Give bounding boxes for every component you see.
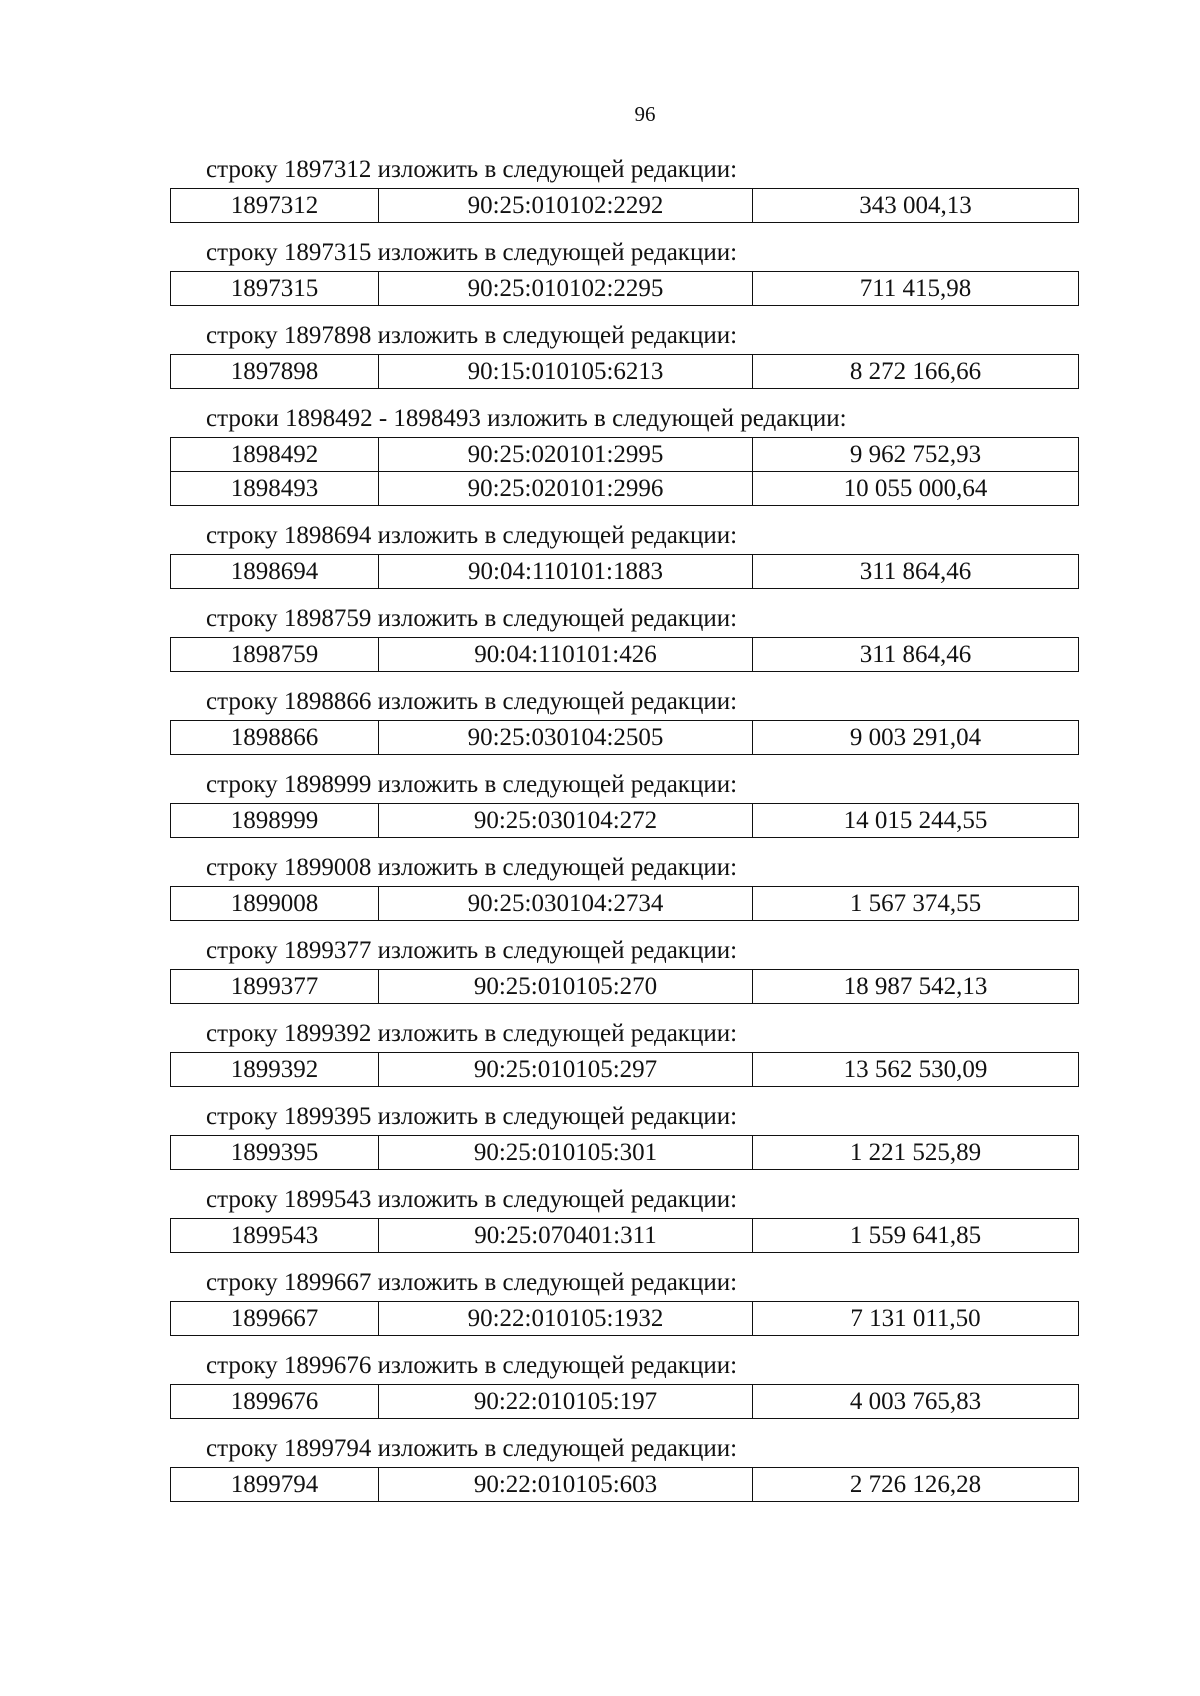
amendment-instruction: строки 1898492 - 1898493 изложить в следующей редакции: xyxy=(206,405,847,432)
cadastral-number-cell: 90:22:010105:197 xyxy=(379,1385,753,1419)
amendment-section xyxy=(170,767,1078,838)
amendment-table xyxy=(170,437,1079,506)
amendment-instruction: строку 1899008 изложить в следующей редакции: xyxy=(206,854,738,881)
cadastral-number-cell: 90:25:030104:2734 xyxy=(379,887,753,921)
value-cell: 711 415,98 xyxy=(753,272,1079,306)
row-number-cell: 1898759 xyxy=(171,638,379,672)
amendment-table xyxy=(170,271,1079,306)
table-row xyxy=(171,1136,1079,1170)
cadastral-number-cell: 90:15:010105:6213 xyxy=(379,355,753,389)
table-row xyxy=(171,1053,1079,1087)
value-cell: 2 726 126,28 xyxy=(753,1468,1079,1502)
row-number-cell: 1899392 xyxy=(171,1053,379,1087)
value-cell: 311 864,46 xyxy=(753,638,1079,672)
value-cell: 9 962 752,93 xyxy=(753,438,1079,472)
amendment-section xyxy=(170,401,1078,506)
table-row xyxy=(171,272,1079,306)
amendment-instruction: строку 1899377 изложить в следующей редакции: xyxy=(206,937,738,964)
table-row xyxy=(171,887,1079,921)
row-number-cell: 1899794 xyxy=(171,1468,379,1502)
cadastral-number-cell: 90:22:010105:603 xyxy=(379,1468,753,1502)
row-number-cell: 1899676 xyxy=(171,1385,379,1419)
value-cell: 7 131 011,50 xyxy=(753,1302,1079,1336)
amendment-table xyxy=(170,803,1079,838)
table-row xyxy=(171,472,1079,506)
amendment-instruction: строку 1897312 изложить в следующей редакции: xyxy=(206,156,738,183)
value-cell: 4 003 765,83 xyxy=(753,1385,1079,1419)
amendment-table xyxy=(170,1467,1079,1502)
row-number-cell: 1898492 xyxy=(171,438,379,472)
table-row xyxy=(171,638,1079,672)
row-number-cell: 1899395 xyxy=(171,1136,379,1170)
amendment-table xyxy=(170,1301,1079,1336)
amendment-section xyxy=(170,1431,1078,1502)
amendment-section xyxy=(170,235,1078,306)
cadastral-number-cell: 90:25:030104:2505 xyxy=(379,721,753,755)
row-number-cell: 1897315 xyxy=(171,272,379,306)
table-row xyxy=(171,1302,1079,1336)
amendment-section xyxy=(170,1016,1078,1087)
value-cell: 343 004,13 xyxy=(753,189,1079,223)
cadastral-number-cell: 90:25:010105:270 xyxy=(379,970,753,1004)
table-row xyxy=(171,970,1079,1004)
table-row xyxy=(171,1219,1079,1253)
amendment-section xyxy=(170,318,1078,389)
amendment-section xyxy=(170,1182,1078,1253)
amendment-table xyxy=(170,1052,1079,1087)
cadastral-number-cell: 90:25:010102:2295 xyxy=(379,272,753,306)
amendment-instruction: строку 1899676 изложить в следующей редакции: xyxy=(206,1352,738,1379)
amendment-table xyxy=(170,354,1079,389)
amendment-table xyxy=(170,1384,1079,1419)
value-cell: 1 559 641,85 xyxy=(753,1219,1079,1253)
table-row xyxy=(171,721,1079,755)
value-cell: 10 055 000,64 xyxy=(753,472,1079,506)
cadastral-number-cell: 90:04:110101:426 xyxy=(379,638,753,672)
document-body xyxy=(170,152,1078,1514)
amendment-table xyxy=(170,886,1079,921)
row-number-cell: 1897898 xyxy=(171,355,379,389)
cadastral-number-cell: 90:25:030104:272 xyxy=(379,804,753,838)
row-number-cell: 1898866 xyxy=(171,721,379,755)
cadastral-number-cell: 90:25:010105:297 xyxy=(379,1053,753,1087)
amendment-instruction: строку 1899395 изложить в следующей редакции: xyxy=(206,1103,738,1130)
amendment-instruction: строку 1898759 изложить в следующей редакции: xyxy=(206,605,738,632)
cadastral-number-cell: 90:25:010102:2292 xyxy=(379,189,753,223)
amendment-table xyxy=(170,1218,1079,1253)
row-number-cell: 1898694 xyxy=(171,555,379,589)
row-number-cell: 1899667 xyxy=(171,1302,379,1336)
amendment-instruction: строку 1898866 изложить в следующей редакции: xyxy=(206,688,738,715)
amendment-instruction: строку 1897315 изложить в следующей редакции: xyxy=(206,239,738,266)
cadastral-number-cell: 90:22:010105:1932 xyxy=(379,1302,753,1336)
amendment-table xyxy=(170,188,1079,223)
amendment-instruction: строку 1898694 изложить в следующей редакции: xyxy=(206,522,738,549)
table-row xyxy=(171,1385,1079,1419)
amendment-instruction: строку 1899392 изложить в следующей редакции: xyxy=(206,1020,738,1047)
value-cell: 311 864,46 xyxy=(753,555,1079,589)
row-number-cell: 1899008 xyxy=(171,887,379,921)
value-cell: 1 567 374,55 xyxy=(753,887,1079,921)
row-number-cell: 1898999 xyxy=(171,804,379,838)
amendment-section xyxy=(170,933,1078,1004)
row-number-cell: 1899377 xyxy=(171,970,379,1004)
row-number-cell: 1899543 xyxy=(171,1219,379,1253)
amendment-table xyxy=(170,554,1079,589)
cadastral-number-cell: 90:04:110101:1883 xyxy=(379,555,753,589)
value-cell: 9 003 291,04 xyxy=(753,721,1079,755)
amendment-section xyxy=(170,1265,1078,1336)
amendment-section xyxy=(170,1099,1078,1170)
amendment-table xyxy=(170,637,1079,672)
amendment-section xyxy=(170,1348,1078,1419)
table-row xyxy=(171,555,1079,589)
cadastral-number-cell: 90:25:010105:301 xyxy=(379,1136,753,1170)
table-row xyxy=(171,189,1079,223)
value-cell: 13 562 530,09 xyxy=(753,1053,1079,1087)
amendment-instruction: строку 1899543 изложить в следующей редакции: xyxy=(206,1186,738,1213)
amendment-section xyxy=(170,601,1078,672)
page-number: 96 xyxy=(634,102,656,126)
cadastral-number-cell: 90:25:020101:2996 xyxy=(379,472,753,506)
value-cell: 1 221 525,89 xyxy=(753,1136,1079,1170)
amendment-table xyxy=(170,720,1079,755)
value-cell: 14 015 244,55 xyxy=(753,804,1079,838)
table-row xyxy=(171,355,1079,389)
cadastral-number-cell: 90:25:020101:2995 xyxy=(379,438,753,472)
amendment-section xyxy=(170,152,1078,223)
amendment-table xyxy=(170,1135,1079,1170)
amendment-table xyxy=(170,969,1079,1004)
amendment-instruction: строку 1899667 изложить в следующей редакции: xyxy=(206,1269,738,1296)
table-row xyxy=(171,438,1079,472)
amendment-instruction: строку 1897898 изложить в следующей редакции: xyxy=(206,322,738,349)
value-cell: 18 987 542,13 xyxy=(753,970,1079,1004)
row-number-cell: 1897312 xyxy=(171,189,379,223)
amendment-section xyxy=(170,518,1078,589)
cadastral-number-cell: 90:25:070401:311 xyxy=(379,1219,753,1253)
value-cell: 8 272 166,66 xyxy=(753,355,1079,389)
amendment-section xyxy=(170,850,1078,921)
amendment-instruction: строку 1899794 изложить в следующей редакции: xyxy=(206,1435,738,1462)
row-number-cell: 1898493 xyxy=(171,472,379,506)
table-row xyxy=(171,1468,1079,1502)
amendment-section xyxy=(170,684,1078,755)
table-row xyxy=(171,804,1079,838)
amendment-instruction: строку 1898999 изложить в следующей редакции: xyxy=(206,771,738,798)
